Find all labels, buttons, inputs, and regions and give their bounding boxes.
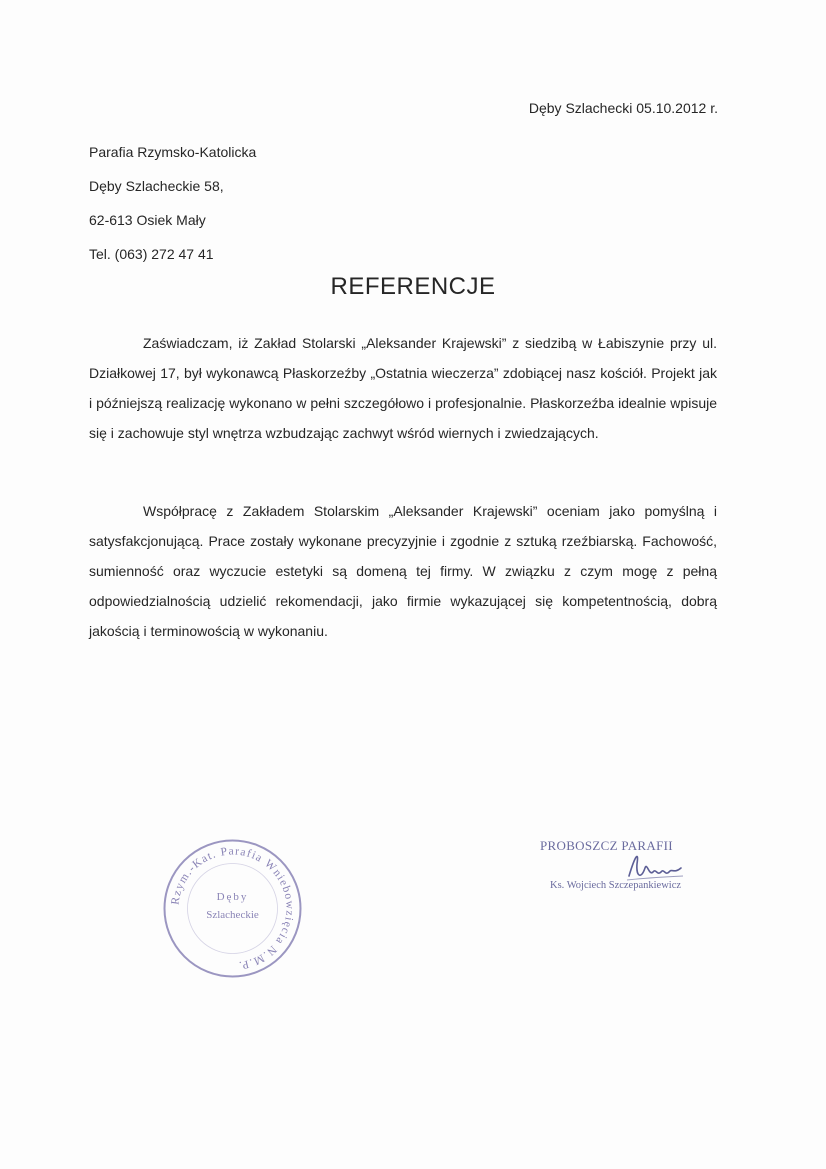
sender-name: Parafia Rzymsko-Katolicka <box>89 144 257 160</box>
sender-city: 62-613 Osiek Mały <box>89 212 206 228</box>
sender-street: Dęby Szlacheckie 58, <box>89 178 224 194</box>
paragraph-1-text: Zaświadczam, iż Zakład Stolarski „Aleksander Krajewski” z siedzibą w Łabiszynie przy ul. Działkowej 17, był wykonawcą Płaskorzeźby „Ostatnia wieczerza” zdobiącej nasz kościół. Projekt jak i późniejszą realizację wykonano w pełni szczegółowo i profesjonalnie. Płaskorzeźba idealnie wpisuje się i zachowuje styl wnętrza wzbudzając zachwyt wśród wiernych i zwiedzających. <box>89 335 717 441</box>
parish-stamp <box>160 836 305 981</box>
signature-title: PROBOSZCZ PARAFII <box>540 838 673 853</box>
paragraph-1 <box>89 328 717 448</box>
signature-name: Ks. Wojciech Szczepankiewicz <box>550 880 682 891</box>
stamp-center-line2: Szlacheckie <box>206 909 259 921</box>
stamp-graphic <box>160 836 305 981</box>
signature-block <box>540 838 705 891</box>
sender-address <box>89 135 256 271</box>
stamp-center-line1: Dęby <box>216 891 249 903</box>
place-date: Dęby Szlachecki 05.10.2012 r. <box>528 100 718 116</box>
paragraph-2-text: Współpracę z Zakładem Stolarskim „Aleksander Krajewski” oceniam jako pomyślną i satysfakcjonującą. Prace zostały wykonane precyzyjnie i zgodnie z sztuką rzeźbiarską. Fachowość, sumienność oraz wyczucie estetyki są domeną tej firmy. W związku z czym mogę z pełną odpowiedzialnością udzielić rekomendacji, jako firmie wykazującej się kompetentnością, dobrą jakością i terminowością w wykonaniu. <box>89 503 717 639</box>
sender-phone: Tel. (063) 272 47 41 <box>89 246 214 262</box>
stamp-ring-text: Rzym.-Kat. Parafia Wniebowzięcia N.M.P. <box>169 845 296 972</box>
paragraph-2 <box>89 496 717 646</box>
document-title: REFERENCJE <box>330 273 496 300</box>
